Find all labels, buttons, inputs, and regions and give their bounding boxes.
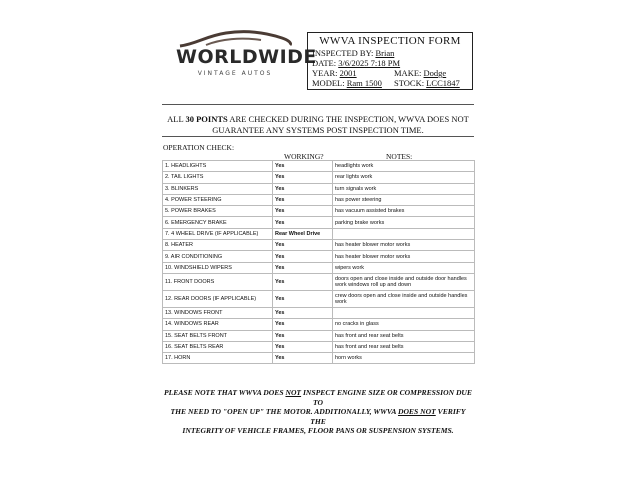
table-row	[163, 353, 475, 364]
table-row	[163, 172, 475, 183]
disclaimer-text: VERIFY THE	[310, 407, 466, 426]
table-row	[163, 307, 475, 318]
disclaimer-line-3: INTEGRITY OF VEHICLE FRAMES, FLOOR PANS OR SUSPENSION SYSTEMS.	[182, 426, 454, 436]
date-label: DATE:	[312, 58, 337, 68]
disclaimer-line-2	[162, 407, 474, 426]
table-row	[163, 341, 475, 352]
row-notes: headlights work	[333, 161, 475, 172]
row-notes: has heater blower motor works	[333, 240, 475, 251]
row-item-label: 16. SEAT BELTS REAR	[163, 341, 273, 352]
table-row	[163, 290, 475, 307]
table-row	[163, 217, 475, 228]
working-column-header: WORKING?	[284, 152, 324, 161]
notice-text: ALL	[167, 114, 186, 124]
inspection-notice	[162, 114, 474, 136]
row-working-value: Yes	[273, 240, 333, 251]
disclaimer-text: PLEASE NOTE THAT WWVA DOES	[164, 388, 286, 397]
make-row	[394, 68, 446, 78]
stock-label: STOCK:	[394, 78, 425, 88]
logo-wordmark: WORLDWIDE	[176, 46, 317, 68]
inspection-info-box	[307, 32, 473, 90]
row-working-value: Yes	[273, 161, 333, 172]
row-working-value: Yes	[273, 319, 333, 330]
row-notes: crew doors open and close inside and outside handles work	[333, 290, 475, 307]
table-row	[163, 273, 475, 290]
row-working-value: Yes	[273, 273, 333, 290]
date-row	[312, 58, 400, 68]
row-item-label: 11. FRONT DOORS	[163, 273, 273, 290]
disclaimer-emphasis: NOT	[285, 388, 302, 397]
row-item-label: 13. WINDOWS FRONT	[163, 307, 273, 318]
row-notes: has vacuum assisted brakes	[333, 206, 475, 217]
notice-line-1	[162, 114, 474, 125]
year-value: 2001	[339, 68, 357, 78]
row-item-label: 1. HEADLIGHTS	[163, 161, 273, 172]
stock-value: LCC1847	[426, 78, 460, 88]
year-row	[312, 68, 357, 78]
stock-row	[394, 78, 460, 88]
notice-divider	[162, 136, 474, 137]
table-row	[163, 161, 475, 172]
row-notes: has power steering	[333, 194, 475, 205]
inspected-by-row	[312, 48, 394, 58]
disclaimer-emphasis: DOES NOT	[397, 407, 436, 417]
row-item-label: 4. POWER STEERING	[163, 194, 273, 205]
row-notes: horn works	[333, 353, 475, 364]
model-row	[312, 78, 382, 88]
row-item-label: 2. TAIL LIGHTS	[163, 172, 273, 183]
table-row	[163, 228, 475, 239]
disclaimer	[162, 388, 474, 436]
model-label: MODEL:	[312, 78, 345, 88]
row-notes: parking brake works	[333, 217, 475, 228]
top-divider	[162, 104, 474, 105]
row-item-label: 9. AIR CONDITIONING	[163, 251, 273, 262]
date-value: 3/6/2025 7:18 PM	[338, 58, 401, 68]
row-item-label: 12. REAR DOORS (IF APPLICABLE)	[163, 290, 273, 307]
row-working-value: Yes	[273, 353, 333, 364]
row-working-value: Yes	[273, 194, 333, 205]
make-label: MAKE:	[394, 68, 422, 78]
notice-text: ARE CHECKED DURING THE INSPECTION, WWVA DOES NOT	[227, 114, 469, 124]
row-notes: turn signals work	[333, 183, 475, 194]
row-item-label: 15. SEAT BELTS FRONT	[163, 330, 273, 341]
row-notes: doors open and close inside and outside door handles work windows roll up and down	[333, 273, 475, 290]
table-row	[163, 183, 475, 194]
inspected-by-value: Brian	[375, 48, 395, 58]
row-working-value: Yes	[273, 307, 333, 318]
year-label: YEAR:	[312, 68, 338, 78]
row-notes	[333, 307, 475, 318]
row-item-label: 17. HORN	[163, 353, 273, 364]
disclaimer-text: THE NEED TO "OPEN UP" THE MOTOR. ADDITIONALLY, WWVA	[170, 407, 398, 417]
row-working-value: Yes	[273, 183, 333, 194]
inspected-by-label: INSPECTED BY:	[312, 48, 374, 58]
operation-check-table	[162, 160, 475, 364]
row-item-label: 7. 4 WHEEL DRIVE (IF APPLICABLE)	[163, 228, 273, 239]
row-notes: rear lights work	[333, 172, 475, 183]
row-notes: no cracks in glass	[333, 319, 475, 330]
row-working-value: Yes	[273, 290, 333, 307]
table-row	[163, 251, 475, 262]
row-working-value: Yes	[273, 262, 333, 273]
table-row	[163, 330, 475, 341]
row-working-value: Yes	[273, 217, 333, 228]
make-value: Dodge	[423, 68, 447, 78]
row-working-value: Yes	[273, 206, 333, 217]
disclaimer-line-1	[162, 388, 474, 407]
section-label: OPERATION CHECK:	[163, 143, 235, 152]
form-title: WWVA INSPECTION FORM	[319, 35, 461, 47]
row-working-value: Yes	[273, 341, 333, 352]
row-item-label: 6. EMERGENCY BRAKE	[163, 217, 273, 228]
table-row	[163, 206, 475, 217]
table-row	[163, 240, 475, 251]
model-value: Ram 1500	[346, 78, 382, 88]
notes-column-header: NOTES:	[386, 152, 413, 161]
row-item-label: 10. WINDSHIELD WIPERS	[163, 262, 273, 273]
row-notes: wipers work	[333, 262, 475, 273]
row-item-label: 14. WINDOWS REAR	[163, 319, 273, 330]
table-row	[163, 319, 475, 330]
row-notes: has front and rear seat belts	[333, 341, 475, 352]
table-row	[163, 194, 475, 205]
notice-line-2: GUARANTEE ANY SYSTEMS POST INSPECTION TIME.	[212, 125, 424, 135]
row-notes: has heater blower motor works	[333, 251, 475, 262]
row-working-value: Yes	[273, 251, 333, 262]
notice-points: 30 POINTS	[185, 114, 228, 124]
row-notes: has front and rear seat belts	[333, 330, 475, 341]
table-row	[163, 262, 475, 273]
company-logo	[176, 26, 317, 94]
row-working-value: Yes	[273, 172, 333, 183]
row-item-label: 3. BLINKERS	[163, 183, 273, 194]
logo-tagline: VINTAGE AUTOS	[197, 70, 273, 77]
row-working-value: Yes	[273, 330, 333, 341]
row-notes	[333, 228, 475, 239]
disclaimer-text: INSPECT ENGINE SIZE OR COMPRESSION DUE TO	[301, 388, 472, 407]
row-item-label: 5. POWER BRAKES	[163, 206, 273, 217]
row-working-value: Rear Wheel Drive	[273, 228, 333, 239]
row-item-label: 8. HEATER	[163, 240, 273, 251]
